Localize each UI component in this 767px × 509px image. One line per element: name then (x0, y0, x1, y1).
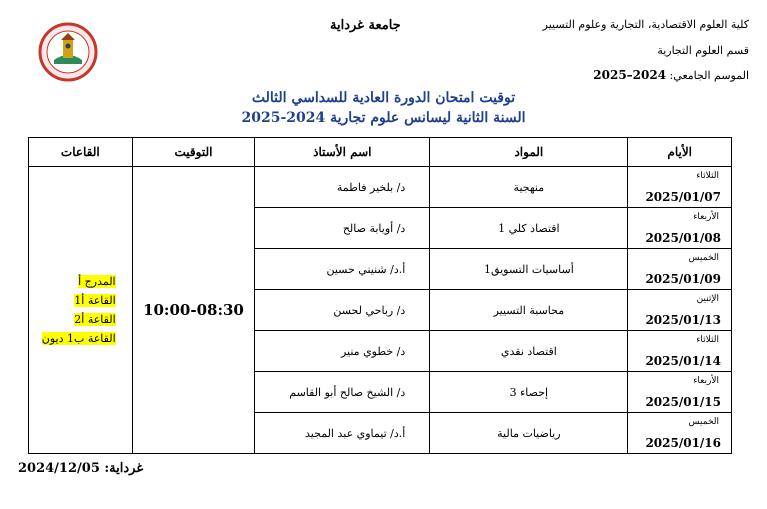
professor-cell: د/ الشيخ صالح أبو القاسم (255, 372, 430, 413)
hall-item: القاعة أ2 (74, 313, 116, 326)
professor-cell: د/ رباحي لحسن (255, 290, 430, 331)
header-halls: القاعات (29, 138, 133, 167)
professor-cell: د/ أويابة صالح (255, 208, 430, 249)
department-name: قسم العلوم التجارية (657, 44, 749, 57)
professor-cell: د/ خطوي منير (255, 331, 430, 372)
table-row (29, 167, 732, 208)
university-name: جامعة غرداية (330, 18, 401, 33)
day-cell (628, 208, 732, 249)
exam-date: 2025/01/08 (645, 230, 721, 245)
schedule-title: توقيت امتحان الدورة العادية للسداسي الثالث (251, 90, 516, 106)
subject-cell: رياضيات مالية (430, 413, 628, 454)
halls-cell (29, 167, 133, 454)
exam-schedule-table (28, 137, 732, 454)
day-cell (628, 290, 732, 331)
day-name: الأربعاء (693, 211, 719, 222)
hall-item: المدرج أ (78, 275, 116, 288)
day-name: الخميس (688, 416, 719, 427)
day-cell (628, 167, 732, 208)
season-label: الموسم الجامعي: (669, 69, 749, 82)
day-name: الخميس (688, 252, 719, 263)
exam-date: 2025/01/16 (645, 435, 721, 450)
exam-date: 2025/01/15 (645, 394, 721, 409)
professor-cell: د/ بلخير فاطمة (255, 167, 430, 208)
schedule-subtitle: السنة الثانية ليسانس علوم تجارية 2024-2025 (241, 110, 526, 126)
season-value: 2024–2025 (593, 68, 667, 82)
day-name: الأربعاء (693, 375, 719, 386)
header-subject: المواد (430, 138, 628, 167)
hall-item: القاعة أ1 (74, 294, 116, 307)
professor-cell: أ.د/ شنيني حسين (255, 249, 430, 290)
exam-date: 2025/01/09 (645, 271, 721, 286)
day-name: الثلاثاء (696, 334, 719, 345)
exam-date: 2025/01/13 (645, 312, 721, 327)
subject-cell: أساسيات التسويق1 (430, 249, 628, 290)
faculty-name: كلية العلوم الاقتصادية، التجارية وعلوم التسيير (542, 18, 749, 31)
day-cell (628, 413, 732, 454)
academic-season (593, 68, 749, 82)
university-logo (38, 22, 98, 82)
time-cell: 10:00-08:30 (132, 167, 255, 454)
day-cell (628, 372, 732, 413)
header-day: الأيام (628, 138, 732, 167)
subject-cell: محاسبة التسيير (430, 290, 628, 331)
place-and-date: غرداية: 2024/12/05 (18, 461, 144, 476)
hall-item: القاعة ب1 ديون (41, 332, 116, 345)
professor-cell: أ.د/ تيماوي عبد المجيد (255, 413, 430, 454)
subject-cell: منهجية (430, 167, 628, 208)
day-name: الإثنين (696, 293, 719, 304)
day-cell (628, 331, 732, 372)
subject-cell: اقتصاد نقدي (430, 331, 628, 372)
day-cell (628, 249, 732, 290)
header-time: التوقيت (132, 138, 255, 167)
day-name: الثلاثاء (696, 170, 719, 181)
subject-cell: إحصاء 3 (430, 372, 628, 413)
exam-date: 2025/01/14 (645, 353, 721, 368)
header-professor: اسم الأستاذ (255, 138, 430, 167)
subject-cell: اقتصاد كلي 1 (430, 208, 628, 249)
exam-date: 2025/01/07 (645, 189, 721, 204)
table-header-row (29, 138, 732, 167)
